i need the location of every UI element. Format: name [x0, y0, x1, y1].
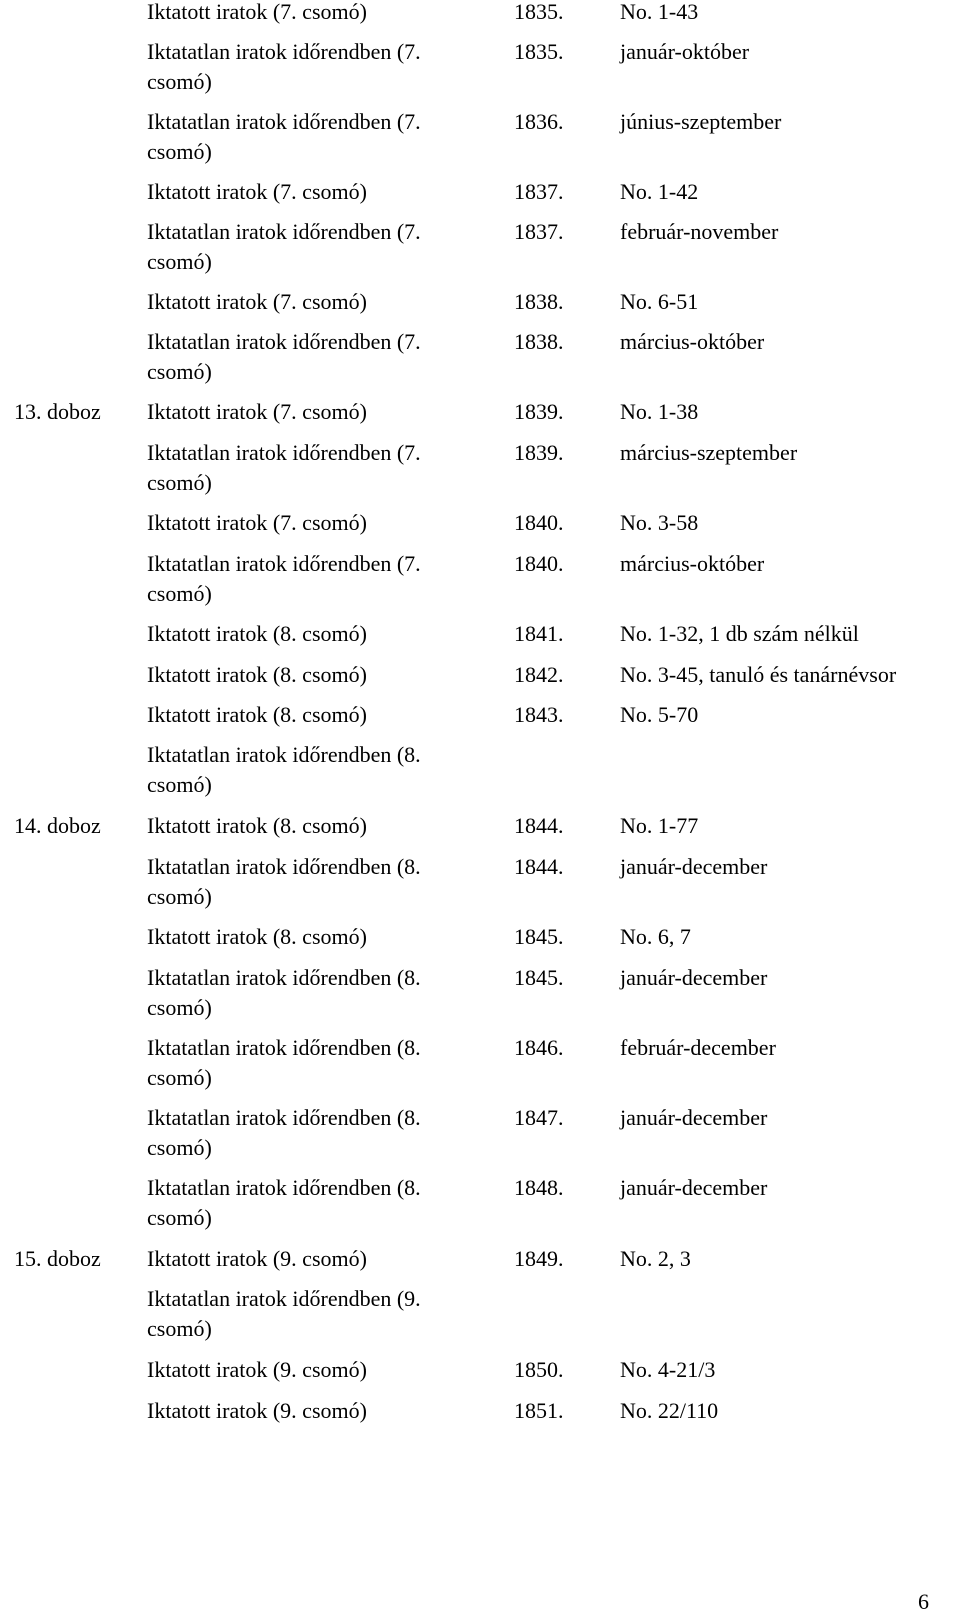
record-year: 1837.: [514, 219, 564, 244]
list-item: [0, 37, 960, 97]
record-description: Iktatott iratok (9. csomó): [147, 1357, 367, 1382]
list-item: [0, 1396, 960, 1456]
list-item: [0, 963, 960, 1023]
record-description: Iktatott iratok (9. csomó): [147, 1246, 367, 1271]
record-description: Iktatott iratok (8. csomó): [147, 702, 367, 727]
record-year: 1835.: [514, 0, 564, 24]
record-year: 1841.: [514, 621, 564, 646]
record-description: Iktatatlan iratok időrendben (7. csomó): [147, 551, 421, 606]
record-description: Iktatatlan iratok időrendben (8. csomó): [147, 965, 421, 1020]
record-detail: március-szeptember: [620, 440, 798, 465]
record-year: 1838.: [514, 329, 564, 354]
record-detail: január-december: [620, 1105, 768, 1130]
box-label: 13. doboz: [14, 399, 101, 424]
record-description: Iktatatlan iratok időrendben (9. csomó): [147, 1286, 421, 1341]
record-detail: No. 3-58: [620, 510, 699, 535]
record-year: 1844.: [514, 813, 564, 838]
record-description: Iktatott iratok (8. csomó): [147, 924, 367, 949]
record-year: 1846.: [514, 1035, 564, 1060]
record-year: 1844.: [514, 854, 564, 879]
record-year: 1849.: [514, 1246, 564, 1271]
record-detail: No. 22/110: [620, 1398, 719, 1423]
record-year: 1840.: [514, 510, 564, 535]
box-label: 14. doboz: [14, 813, 101, 838]
record-description: Iktatott iratok (7. csomó): [147, 179, 367, 204]
record-year: 1839.: [514, 399, 564, 424]
record-year: 1843.: [514, 702, 564, 727]
record-detail: január-október: [620, 39, 750, 64]
record-detail: március-október: [620, 329, 765, 354]
record-description: Iktatatlan iratok időrendben (8. csomó): [147, 1175, 421, 1230]
record-description: Iktatatlan iratok időrendben (7. csomó): [147, 109, 421, 164]
page-number: 6: [918, 1589, 929, 1614]
record-year: 1835.: [514, 39, 564, 64]
record-description: Iktatatlan iratok időrendben (7. csomó): [147, 39, 421, 94]
record-description: Iktatatlan iratok időrendben (7. csomó): [147, 440, 421, 495]
list-item: [0, 217, 960, 277]
record-detail: január-december: [620, 854, 768, 879]
list-item: [0, 438, 960, 498]
record-description: Iktatatlan iratok időrendben (8. csomó): [147, 854, 421, 909]
record-description: Iktatatlan iratok időrendben (8. csomó): [147, 742, 421, 797]
record-detail: No. 5-70: [620, 702, 699, 727]
record-detail: No. 6, 7: [620, 924, 691, 949]
record-year: 1840.: [514, 551, 564, 576]
record-detail: március-október: [620, 551, 765, 576]
record-year: 1836.: [514, 109, 564, 134]
record-detail: június-szeptember: [620, 109, 782, 134]
record-year: 1839.: [514, 440, 564, 465]
record-description: Iktatott iratok (7. csomó): [147, 289, 367, 314]
list-item: [0, 852, 960, 912]
record-description: Iktatatlan iratok időrendben (7. csomó): [147, 329, 421, 384]
record-detail: No. 1-42: [620, 179, 699, 204]
record-description: Iktatott iratok (7. csomó): [147, 510, 367, 535]
record-description: Iktatatlan iratok időrendben (7. csomó): [147, 219, 421, 274]
record-detail: No. 6-51: [620, 289, 699, 314]
list-item: [0, 1173, 960, 1233]
record-year: 1845.: [514, 924, 564, 949]
record-description: Iktatott iratok (8. csomó): [147, 621, 367, 646]
record-detail: január-december: [620, 965, 768, 990]
record-description: Iktatatlan iratok időrendben (8. csomó): [147, 1035, 421, 1090]
record-detail: No. 3-45, tanuló és tanárnévsor: [620, 662, 897, 687]
record-year: 1848.: [514, 1175, 564, 1200]
record-detail: No. 4-21/3: [620, 1357, 716, 1382]
box-label: 15. doboz: [14, 1246, 101, 1271]
record-detail: No. 1-38: [620, 399, 699, 424]
list-item: [0, 549, 960, 609]
record-description: Iktatatlan iratok időrendben (8. csomó): [147, 1105, 421, 1160]
list-item: [0, 1284, 960, 1344]
record-detail: január-december: [620, 1175, 768, 1200]
record-year: 1838.: [514, 289, 564, 314]
list-item: [0, 740, 960, 800]
record-year: 1845.: [514, 965, 564, 990]
record-detail: No. 2, 3: [620, 1246, 691, 1271]
record-year: 1851.: [514, 1398, 564, 1423]
record-detail: No. 1-32, 1 db szám nélkül: [620, 621, 859, 646]
record-year: 1850.: [514, 1357, 564, 1382]
list-item: [0, 107, 960, 167]
record-detail: február-december: [620, 1035, 776, 1060]
record-detail: február-november: [620, 219, 779, 244]
record-description: Iktatott iratok (8. csomó): [147, 662, 367, 687]
record-description: Iktatott iratok (7. csomó): [147, 399, 367, 424]
record-description: Iktatott iratok (8. csomó): [147, 813, 367, 838]
record-detail: No. 1-77: [620, 813, 699, 838]
record-year: 1842.: [514, 662, 564, 687]
list-item: [0, 327, 960, 387]
record-detail: No. 1-43: [620, 0, 699, 24]
record-year: 1837.: [514, 179, 564, 204]
record-description: Iktatott iratok (7. csomó): [147, 0, 367, 24]
list-item: [0, 1103, 960, 1163]
list-item: [0, 1033, 960, 1093]
record-description: Iktatott iratok (9. csomó): [147, 1398, 367, 1423]
record-year: 1847.: [514, 1105, 564, 1130]
